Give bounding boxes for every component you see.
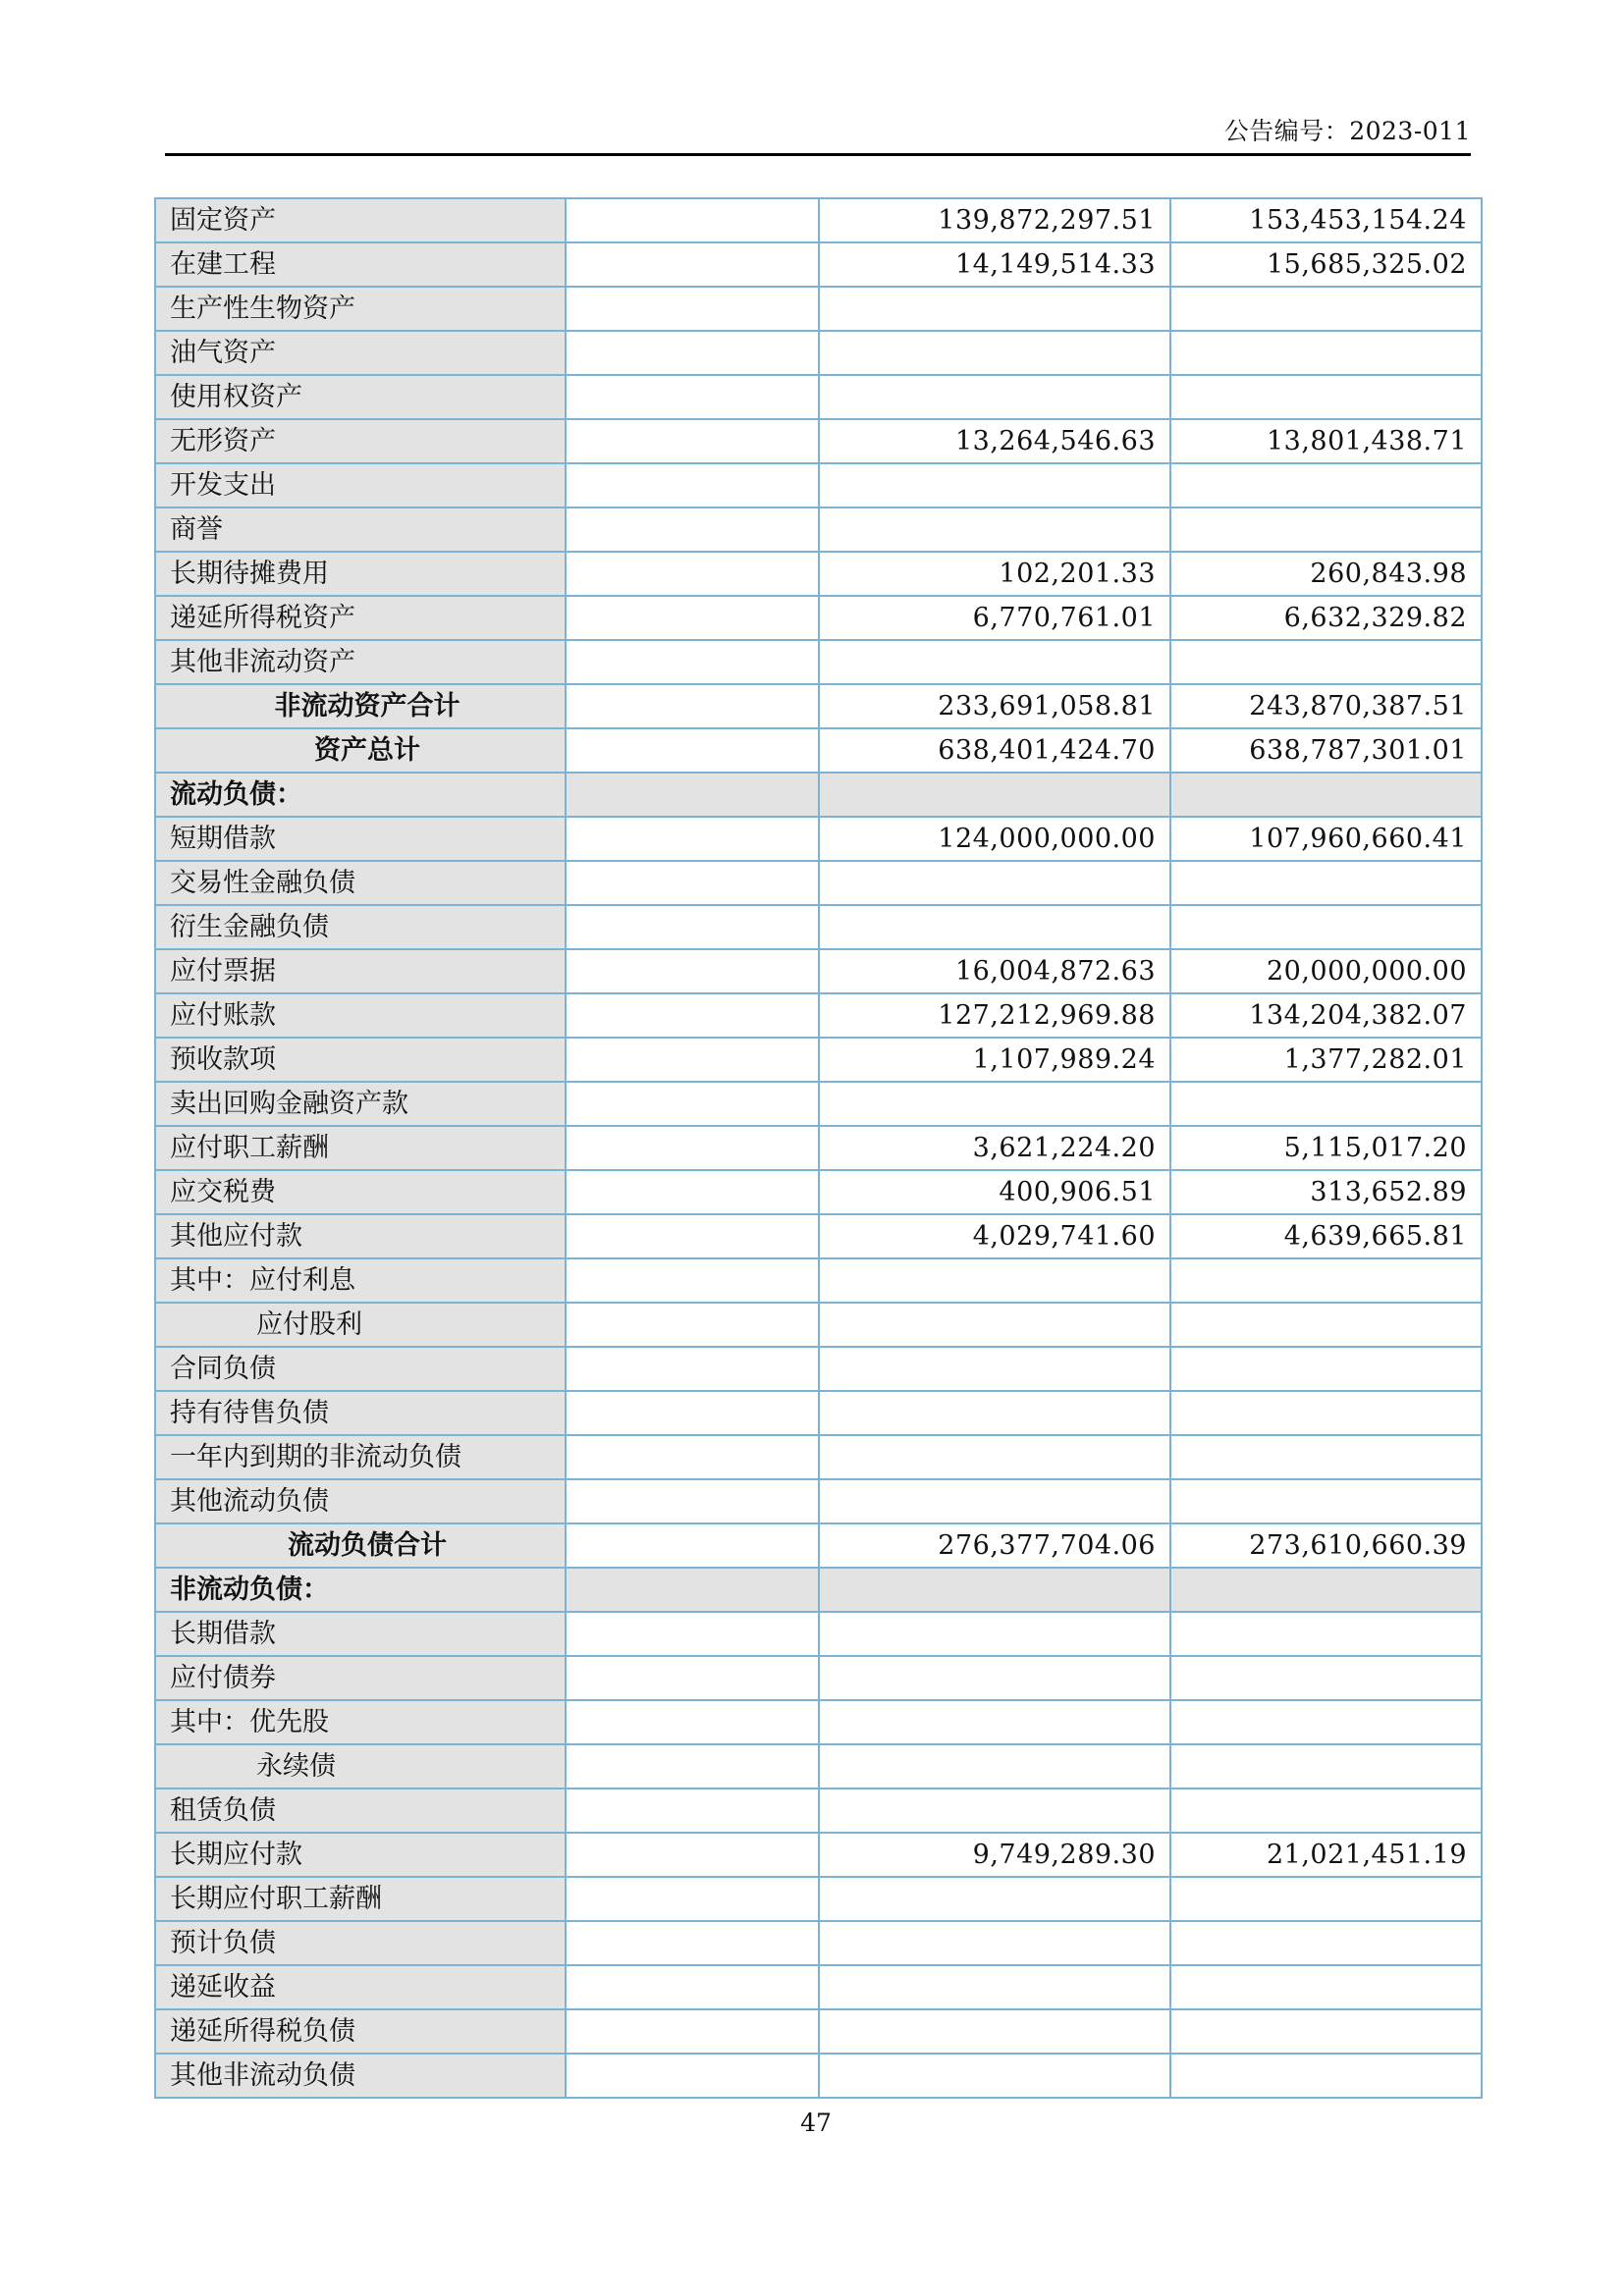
row-period-begin-value: 134,204,382.07 — [1170, 993, 1482, 1038]
row-period-begin-value — [1170, 1965, 1482, 2009]
row-period-end-value — [819, 507, 1170, 552]
table-row — [155, 1789, 1482, 1833]
row-period-end-value: 127,212,969.88 — [819, 993, 1170, 1038]
table-row — [155, 2054, 1482, 2098]
table-row — [155, 728, 1482, 773]
row-period-end-value — [819, 1435, 1170, 1479]
row-note-cell — [566, 773, 819, 817]
row-item-label: 应交税费 — [155, 1170, 566, 1214]
row-note-cell — [566, 640, 819, 684]
row-item-label: 在建工程 — [155, 242, 566, 287]
row-period-begin-value: 260,843.98 — [1170, 552, 1482, 596]
row-period-begin-value — [1170, 287, 1482, 331]
row-period-begin-value — [1170, 463, 1482, 507]
row-period-end-value — [819, 1612, 1170, 1656]
table-row — [155, 1391, 1482, 1435]
row-note-cell — [566, 861, 819, 905]
row-period-begin-value — [1170, 331, 1482, 375]
row-note-cell — [566, 1789, 819, 1833]
table-row — [155, 817, 1482, 861]
table-row — [155, 1921, 1482, 1965]
row-note-cell — [566, 2054, 819, 2098]
row-period-begin-value — [1170, 2009, 1482, 2054]
row-note-cell — [566, 993, 819, 1038]
row-period-end-value: 139,872,297.51 — [819, 198, 1170, 242]
row-period-end-value — [819, 1258, 1170, 1303]
table-row — [155, 375, 1482, 419]
row-period-begin-value — [1170, 773, 1482, 817]
row-item-label: 租赁负债 — [155, 1789, 566, 1833]
row-item-label: 应付股利 — [155, 1303, 566, 1347]
row-period-begin-value — [1170, 1700, 1482, 1744]
row-period-end-value — [819, 1744, 1170, 1789]
row-period-begin-value: 4,639,665.81 — [1170, 1214, 1482, 1258]
row-note-cell — [566, 1435, 819, 1479]
row-period-end-value — [819, 1877, 1170, 1921]
row-item-label: 应付职工薪酬 — [155, 1126, 566, 1170]
table-row — [155, 1744, 1482, 1789]
row-period-begin-value: 21,021,451.19 — [1170, 1833, 1482, 1877]
row-period-begin-value — [1170, 1082, 1482, 1126]
row-period-end-value: 124,000,000.00 — [819, 817, 1170, 861]
row-period-end-value — [819, 287, 1170, 331]
row-period-end-value — [819, 640, 1170, 684]
row-note-cell — [566, 1921, 819, 1965]
row-period-end-value: 102,201.33 — [819, 552, 1170, 596]
row-period-end-value: 3,621,224.20 — [819, 1126, 1170, 1170]
row-period-begin-value — [1170, 1744, 1482, 1789]
table-row — [155, 507, 1482, 552]
table-row — [155, 993, 1482, 1038]
row-item-label: 无形资产 — [155, 419, 566, 463]
row-item-label: 非流动资产合计 — [155, 684, 566, 728]
table-row — [155, 463, 1482, 507]
row-period-end-value — [819, 1700, 1170, 1744]
table-row — [155, 1965, 1482, 2009]
row-item-label: 流动负债： — [155, 773, 566, 817]
row-period-end-value — [819, 1082, 1170, 1126]
row-item-label: 长期应付职工薪酬 — [155, 1877, 566, 1921]
table-row — [155, 1435, 1482, 1479]
table-row — [155, 2009, 1482, 2054]
row-period-end-value — [819, 1303, 1170, 1347]
row-note-cell — [566, 1833, 819, 1877]
row-note-cell — [566, 242, 819, 287]
row-period-begin-value — [1170, 1347, 1482, 1391]
row-note-cell — [566, 817, 819, 861]
row-note-cell — [566, 2009, 819, 2054]
row-period-begin-value — [1170, 507, 1482, 552]
row-note-cell — [566, 1656, 819, 1700]
row-item-label: 油气资产 — [155, 331, 566, 375]
row-period-begin-value: 13,801,438.71 — [1170, 419, 1482, 463]
row-item-label: 递延所得税负债 — [155, 2009, 566, 2054]
row-note-cell — [566, 1214, 819, 1258]
row-period-end-value: 276,377,704.06 — [819, 1523, 1170, 1568]
table-row — [155, 684, 1482, 728]
row-note-cell — [566, 1258, 819, 1303]
row-period-end-value — [819, 773, 1170, 817]
balance-sheet-table — [154, 197, 1483, 2099]
row-period-end-value: 6,770,761.01 — [819, 596, 1170, 640]
table-row — [155, 1568, 1482, 1612]
row-period-begin-value — [1170, 375, 1482, 419]
row-item-label: 长期应付款 — [155, 1833, 566, 1877]
row-item-label: 商誉 — [155, 507, 566, 552]
row-period-begin-value: 20,000,000.00 — [1170, 949, 1482, 993]
row-period-end-value — [819, 2009, 1170, 2054]
row-note-cell — [566, 552, 819, 596]
table-row — [155, 1656, 1482, 1700]
table-row — [155, 773, 1482, 817]
row-period-end-value — [819, 1568, 1170, 1612]
row-period-begin-value — [1170, 1479, 1482, 1523]
row-note-cell — [566, 507, 819, 552]
row-period-begin-value — [1170, 1656, 1482, 1700]
row-period-begin-value — [1170, 1391, 1482, 1435]
row-period-begin-value: 273,610,660.39 — [1170, 1523, 1482, 1568]
row-item-label: 短期借款 — [155, 817, 566, 861]
row-period-end-value — [819, 331, 1170, 375]
row-period-begin-value: 1,377,282.01 — [1170, 1038, 1482, 1082]
row-item-label: 其他非流动资产 — [155, 640, 566, 684]
row-note-cell — [566, 375, 819, 419]
row-note-cell — [566, 198, 819, 242]
row-note-cell — [566, 1612, 819, 1656]
row-note-cell — [566, 1877, 819, 1921]
table-row — [155, 331, 1482, 375]
row-item-label: 应付票据 — [155, 949, 566, 993]
table-row — [155, 1700, 1482, 1744]
row-item-label: 预收款项 — [155, 1038, 566, 1082]
row-note-cell — [566, 1170, 819, 1214]
row-note-cell — [566, 1082, 819, 1126]
row-period-begin-value: 6,632,329.82 — [1170, 596, 1482, 640]
row-period-end-value — [819, 2054, 1170, 2098]
row-period-end-value: 9,749,289.30 — [819, 1833, 1170, 1877]
table-row — [155, 596, 1482, 640]
row-note-cell — [566, 1479, 819, 1523]
row-period-begin-value — [1170, 640, 1482, 684]
row-period-begin-value: 243,870,387.51 — [1170, 684, 1482, 728]
row-item-label: 非流动负债： — [155, 1568, 566, 1612]
row-note-cell — [566, 1965, 819, 2009]
page-header — [165, 110, 1471, 156]
table-row — [155, 1833, 1482, 1877]
row-period-end-value — [819, 1921, 1170, 1965]
row-item-label: 交易性金融负债 — [155, 861, 566, 905]
row-period-end-value: 400,906.51 — [819, 1170, 1170, 1214]
table-row — [155, 1523, 1482, 1568]
row-period-end-value — [819, 463, 1170, 507]
row-item-label: 其中：优先股 — [155, 1700, 566, 1744]
table-row — [155, 419, 1482, 463]
row-period-begin-value — [1170, 861, 1482, 905]
row-note-cell — [566, 1391, 819, 1435]
row-note-cell — [566, 728, 819, 773]
row-period-begin-value — [1170, 1258, 1482, 1303]
row-note-cell — [566, 1568, 819, 1612]
row-item-label: 合同负债 — [155, 1347, 566, 1391]
row-period-begin-value — [1170, 1921, 1482, 1965]
row-period-begin-value — [1170, 1568, 1482, 1612]
row-item-label: 持有待售负债 — [155, 1391, 566, 1435]
row-period-begin-value — [1170, 905, 1482, 949]
row-note-cell — [566, 684, 819, 728]
row-note-cell — [566, 1126, 819, 1170]
row-note-cell — [566, 905, 819, 949]
row-period-end-value: 14,149,514.33 — [819, 242, 1170, 287]
table-row — [155, 1214, 1482, 1258]
row-period-end-value: 16,004,872.63 — [819, 949, 1170, 993]
row-period-end-value: 1,107,989.24 — [819, 1038, 1170, 1082]
row-note-cell — [566, 1038, 819, 1082]
row-period-begin-value: 107,960,660.41 — [1170, 817, 1482, 861]
page-number: 47 — [800, 2109, 832, 2137]
table-row — [155, 1877, 1482, 1921]
row-period-end-value — [819, 375, 1170, 419]
row-item-label: 生产性生物资产 — [155, 287, 566, 331]
table-row — [155, 1170, 1482, 1214]
row-item-label: 应付债券 — [155, 1656, 566, 1700]
row-period-end-value: 13,264,546.63 — [819, 419, 1170, 463]
row-note-cell — [566, 331, 819, 375]
table-row — [155, 640, 1482, 684]
row-item-label: 其中：应付利息 — [155, 1258, 566, 1303]
row-period-end-value — [819, 1965, 1170, 2009]
row-period-end-value — [819, 1789, 1170, 1833]
row-item-label: 长期借款 — [155, 1612, 566, 1656]
row-item-label: 流动负债合计 — [155, 1523, 566, 1568]
row-period-begin-value — [1170, 1303, 1482, 1347]
table-row — [155, 198, 1482, 242]
row-item-label: 其他非流动负债 — [155, 2054, 566, 2098]
row-item-label: 固定资产 — [155, 198, 566, 242]
row-note-cell — [566, 1303, 819, 1347]
row-period-begin-value: 153,453,154.24 — [1170, 198, 1482, 242]
row-item-label: 其他应付款 — [155, 1214, 566, 1258]
row-period-end-value — [819, 1391, 1170, 1435]
table-row — [155, 1082, 1482, 1126]
row-period-begin-value — [1170, 1435, 1482, 1479]
table-row — [155, 861, 1482, 905]
row-item-label: 其他流动负债 — [155, 1479, 566, 1523]
row-item-label: 递延收益 — [155, 1965, 566, 2009]
table-row — [155, 905, 1482, 949]
row-period-end-value — [819, 1479, 1170, 1523]
row-period-begin-value — [1170, 2054, 1482, 2098]
row-item-label: 开发支出 — [155, 463, 566, 507]
table-row — [155, 1038, 1482, 1082]
row-item-label: 永续债 — [155, 1744, 566, 1789]
row-period-begin-value — [1170, 1789, 1482, 1833]
row-period-end-value — [819, 861, 1170, 905]
row-note-cell — [566, 1744, 819, 1789]
row-period-end-value — [819, 1347, 1170, 1391]
row-note-cell — [566, 287, 819, 331]
row-note-cell — [566, 419, 819, 463]
row-item-label: 资产总计 — [155, 728, 566, 773]
table-row — [155, 1126, 1482, 1170]
row-period-begin-value: 638,787,301.01 — [1170, 728, 1482, 773]
row-period-end-value — [819, 1656, 1170, 1700]
row-period-end-value: 4,029,741.60 — [819, 1214, 1170, 1258]
row-item-label: 应付账款 — [155, 993, 566, 1038]
row-item-label: 卖出回购金融资产款 — [155, 1082, 566, 1126]
row-period-begin-value: 15,685,325.02 — [1170, 242, 1482, 287]
row-note-cell — [566, 1523, 819, 1568]
row-period-end-value — [819, 905, 1170, 949]
table-row — [155, 1347, 1482, 1391]
row-period-end-value: 233,691,058.81 — [819, 684, 1170, 728]
row-period-begin-value: 5,115,017.20 — [1170, 1126, 1482, 1170]
row-note-cell — [566, 463, 819, 507]
row-item-label: 使用权资产 — [155, 375, 566, 419]
row-period-end-value: 638,401,424.70 — [819, 728, 1170, 773]
row-period-begin-value: 313,652.89 — [1170, 1170, 1482, 1214]
table-row — [155, 552, 1482, 596]
row-item-label: 递延所得税资产 — [155, 596, 566, 640]
table-row — [155, 287, 1482, 331]
row-period-begin-value — [1170, 1612, 1482, 1656]
row-item-label: 衍生金融负债 — [155, 905, 566, 949]
row-item-label: 长期待摊费用 — [155, 552, 566, 596]
table-row — [155, 949, 1482, 993]
table-row — [155, 1479, 1482, 1523]
row-item-label: 一年内到期的非流动负债 — [155, 1435, 566, 1479]
table-row — [155, 1258, 1482, 1303]
balance-sheet-body — [155, 198, 1482, 2098]
row-note-cell — [566, 596, 819, 640]
row-item-label: 预计负债 — [155, 1921, 566, 1965]
row-note-cell — [566, 949, 819, 993]
row-note-cell — [566, 1700, 819, 1744]
table-row — [155, 1612, 1482, 1656]
row-note-cell — [566, 1347, 819, 1391]
table-row — [155, 242, 1482, 287]
table-row — [155, 1303, 1482, 1347]
announcement-number: 公告编号：2023-011 — [1223, 117, 1471, 145]
row-period-begin-value — [1170, 1877, 1482, 1921]
